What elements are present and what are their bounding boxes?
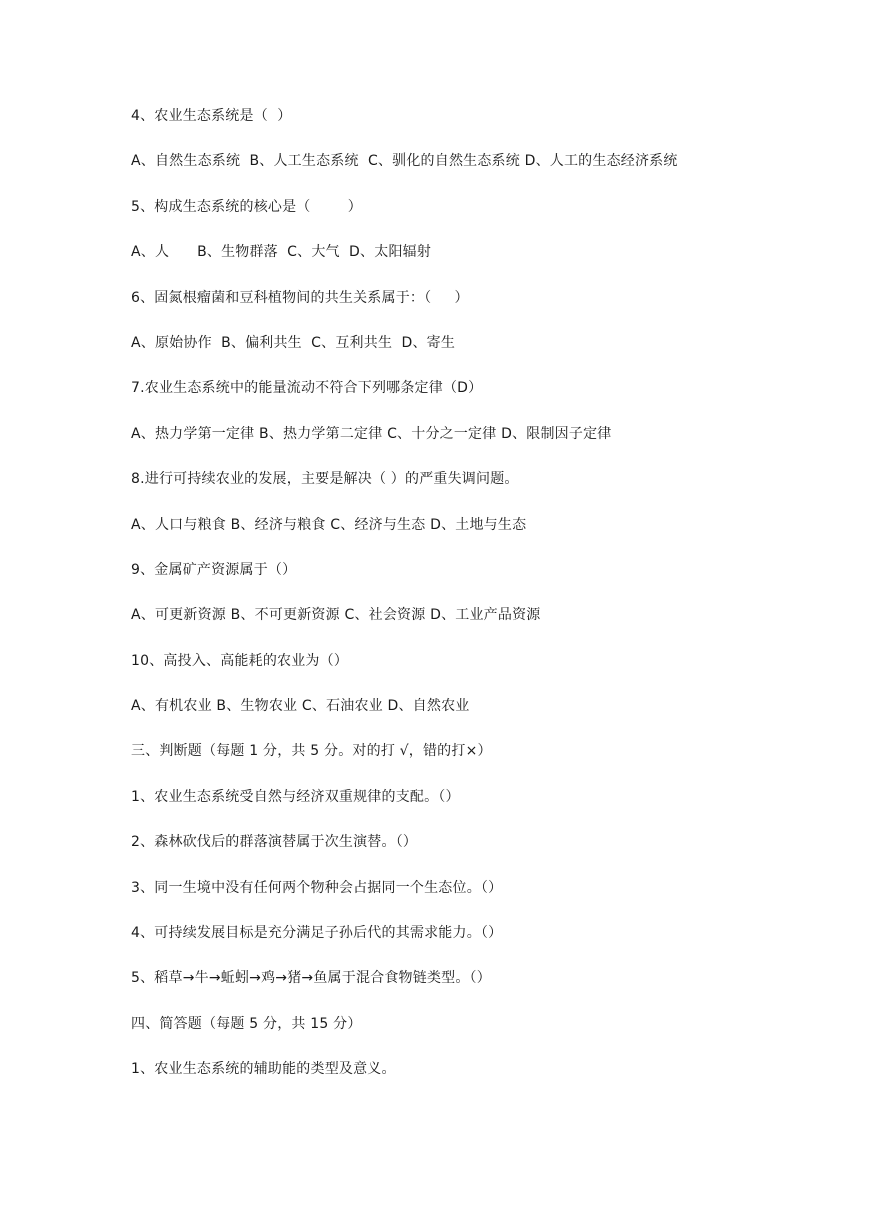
question-6: 6、固氮根瘤菌和豆科植物间的共生关系属于：（ ） bbox=[131, 289, 469, 306]
question-4-options: A、自然生态系统 B、人工生态系统 C、驯化的自然生态系统 D、人工的生态经济系统 bbox=[131, 153, 678, 170]
question-6-options: A、原始协作 B、偏利共生 C、互利共生 D、寄生 bbox=[131, 334, 456, 351]
question-8-options: A、人口与粮食 B、经济与粮食 C、经济与生态 D、土地与生态 bbox=[131, 516, 527, 533]
section-heading-short-answer: 四、简答题（每题 5 分，共 15 分） bbox=[131, 1015, 362, 1032]
question-9: 9、金属矿产资源属于（） bbox=[131, 561, 297, 578]
true-false-item-3: 3、同一生境中没有任何两个物种会占据同一个生态位。（） bbox=[131, 879, 503, 896]
question-7: 7.农业生态系统中的能量流动不符合下列哪条定律（D） bbox=[131, 380, 483, 397]
document-body bbox=[131, 104, 821, 1103]
question-5: 5、构成生态系统的核心是（ ） bbox=[131, 198, 362, 215]
question-9-options: A、可更新资源 B、不可更新资源 C、社会资源 D、工业产品资源 bbox=[131, 607, 541, 624]
true-false-item-4: 4、可持续发展目标是充分满足子孙后代的其需求能力。（） bbox=[131, 925, 503, 942]
true-false-item-5: 5、稻草→牛→蚯蚓→鸡→猪→鱼属于混合食物链类型。（） bbox=[131, 970, 491, 987]
question-10-options: A、有机农业 B、生物农业 C、石油农业 D、自然农业 bbox=[131, 698, 470, 715]
section-heading-true-false: 三、判断题（每题 1 分，共 5 分。对的打 √，错的打×） bbox=[131, 743, 492, 760]
true-false-item-2: 2、森林砍伐后的群落演替属于次生演替。（） bbox=[131, 834, 418, 851]
question-10: 10、高投入、高能耗的农业为（） bbox=[131, 652, 349, 669]
question-5-options: A、人 B、生物群落 C、大气 D、太阳辐射 bbox=[131, 244, 432, 261]
question-8: 8.进行可持续农业的发展，主要是解决（ ）的严重失调问题。 bbox=[131, 471, 519, 488]
short-answer-item-1: 1、农业生态系统的辅助能的类型及意义。 bbox=[131, 1061, 396, 1078]
question-7-options: A、热力学第一定律 B、热力学第二定律 C、十分之一定律 D、限制因子定律 bbox=[131, 425, 612, 442]
true-false-item-1: 1、农业生态系统受自然与经济双重规律的支配。（） bbox=[131, 788, 460, 805]
question-4: 4、农业生态系统是（ ） bbox=[131, 108, 292, 124]
